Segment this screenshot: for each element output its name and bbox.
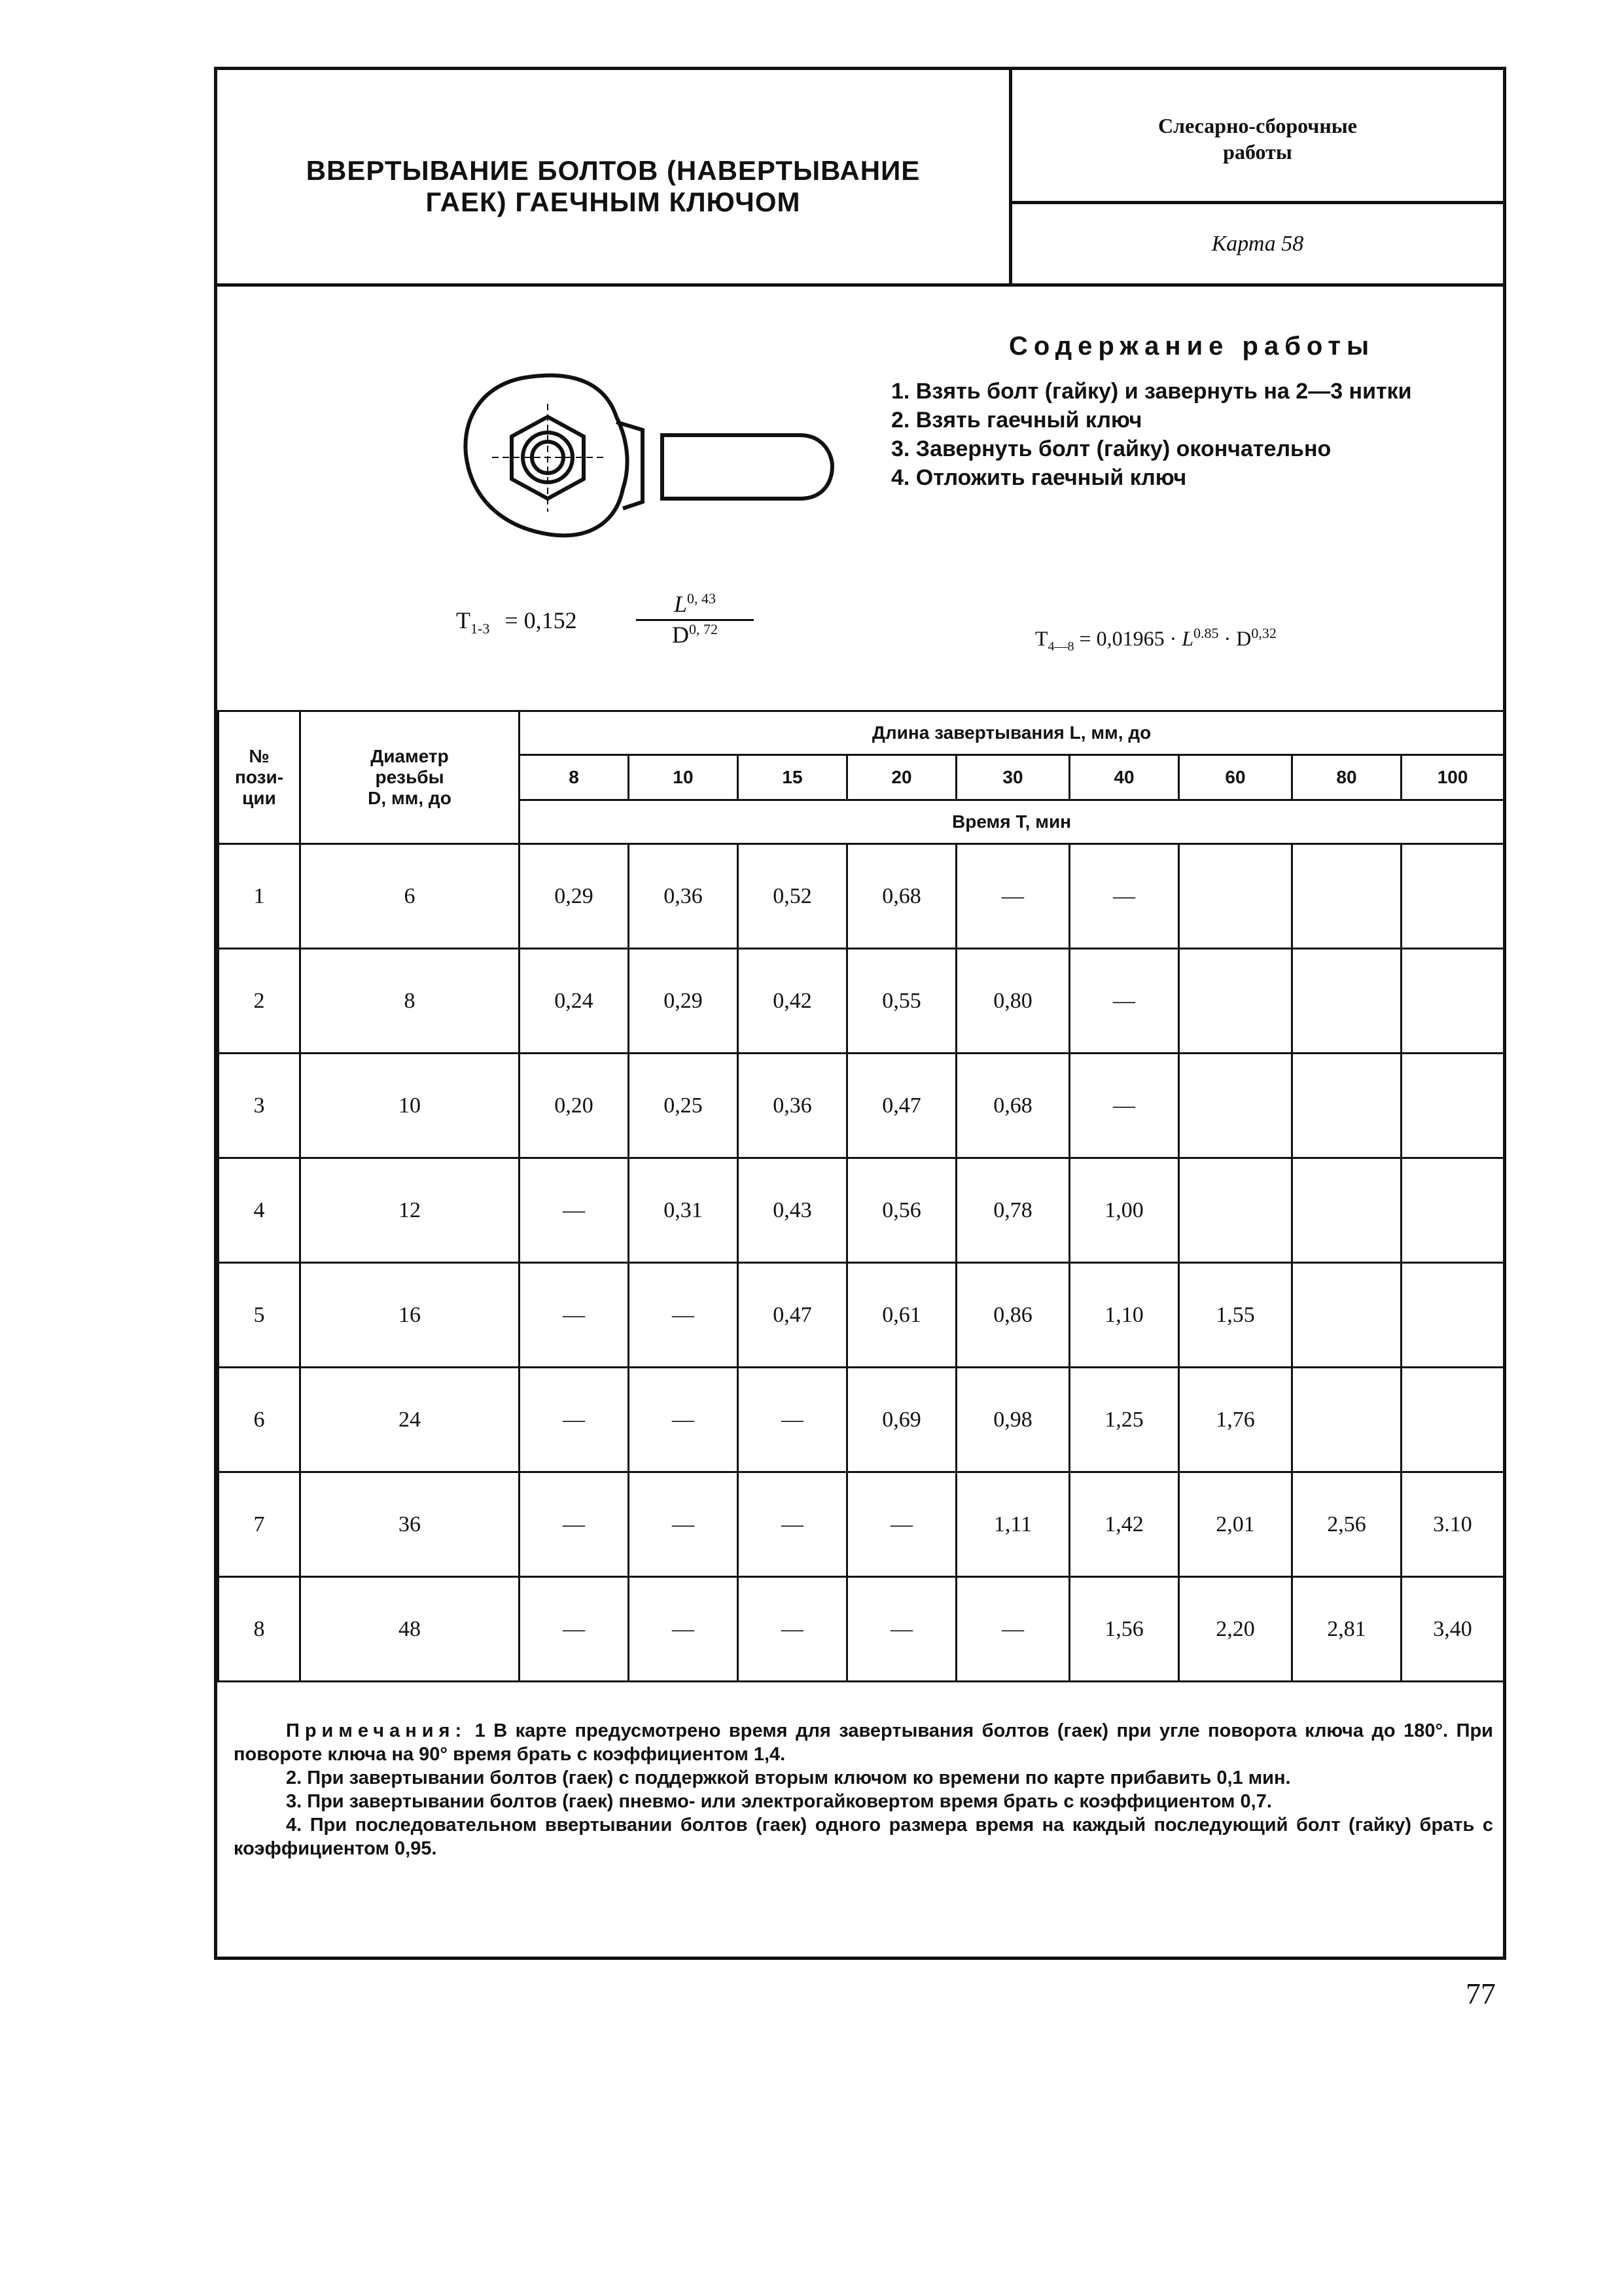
time-cell: — bbox=[629, 1263, 738, 1368]
time-cell bbox=[1179, 949, 1292, 1054]
work-card bbox=[214, 67, 1506, 1960]
time-cell: — bbox=[738, 1472, 847, 1577]
category-cell bbox=[1012, 70, 1503, 204]
time-cell: 0,47 bbox=[738, 1263, 847, 1368]
note-1: 1 В карте предусмотрено время для завертывания болтов (гаек) при угле поворота ключа до 180°. При повороте ключа на 90° время брать с коэффициентом 1,4. bbox=[234, 1720, 1493, 1765]
row-number: 7 bbox=[219, 1472, 300, 1577]
length-40: 40 bbox=[1070, 755, 1179, 800]
row-diameter: 16 bbox=[300, 1263, 520, 1368]
time-cell: 0,68 bbox=[957, 1054, 1070, 1158]
time-cell bbox=[1179, 844, 1292, 949]
time-cell: 1,55 bbox=[1179, 1263, 1292, 1368]
note-3: 3. При завертывании болтов (гаек) пневмо- или электрогайковертом время брать с коэффициентом 0,7. bbox=[286, 1791, 1272, 1812]
note-4: 4. При последовательном ввертывании болтов (гаек) одного размера время на каждый последующий болт (гайку) брать с коэффициентом 0,95. bbox=[234, 1815, 1493, 1859]
step-3: 3. Завернуть болт (гайку) окончательно bbox=[891, 436, 1332, 461]
table-row bbox=[219, 1158, 1504, 1263]
time-cell bbox=[1179, 1158, 1292, 1263]
header-position-number: № пози- ции bbox=[219, 711, 300, 844]
step-4: 4. Отложить гаечный ключ bbox=[891, 465, 1187, 490]
length-15: 15 bbox=[738, 755, 847, 800]
time-cell: 3,40 bbox=[1402, 1577, 1504, 1682]
time-cell: 1,11 bbox=[957, 1472, 1070, 1577]
row-diameter: 10 bbox=[300, 1054, 520, 1158]
row-diameter: 12 bbox=[300, 1158, 520, 1263]
table-row bbox=[219, 949, 1504, 1054]
time-table bbox=[217, 710, 1505, 1682]
time-cell: 0,56 bbox=[847, 1158, 957, 1263]
card-number-cell bbox=[1012, 204, 1503, 287]
table-row bbox=[219, 1263, 1504, 1368]
row-number: 2 bbox=[219, 949, 300, 1054]
table-row bbox=[219, 1054, 1504, 1158]
time-cell: 0,36 bbox=[629, 844, 738, 949]
time-cell: — bbox=[738, 1368, 847, 1472]
table-row bbox=[219, 1368, 1504, 1472]
time-cell: 0,61 bbox=[847, 1263, 957, 1368]
time-cell bbox=[1402, 1263, 1504, 1368]
row-number: 1 bbox=[219, 844, 300, 949]
time-cell: — bbox=[629, 1577, 738, 1682]
length-20: 20 bbox=[847, 755, 957, 800]
time-cell: 0,29 bbox=[629, 949, 738, 1054]
time-cell: 1,00 bbox=[1070, 1158, 1179, 1263]
time-cell: — bbox=[738, 1577, 847, 1682]
row-diameter: 36 bbox=[300, 1472, 520, 1577]
time-cell bbox=[1402, 844, 1504, 949]
formula-t1-3: $T_{1-3} = 0,152$ bbox=[456, 607, 577, 637]
time-cell: — bbox=[847, 1577, 957, 1682]
row-number: 3 bbox=[219, 1054, 300, 1158]
table-row bbox=[219, 1472, 1504, 1577]
time-cell bbox=[1292, 844, 1402, 949]
time-cell: 0,86 bbox=[957, 1263, 1070, 1368]
note-2: 2. При завертывании болтов (гаек) с поддержкой вторым ключом ко времени по карте прибавить 0,1 мин. bbox=[286, 1767, 1291, 1788]
row-number: 6 bbox=[219, 1368, 300, 1472]
time-cell: 0,20 bbox=[520, 1054, 629, 1158]
time-cell bbox=[1292, 1368, 1402, 1472]
time-cell: 0,36 bbox=[738, 1054, 847, 1158]
card-number: Карта 58 bbox=[1211, 231, 1304, 256]
time-cell: 0,47 bbox=[847, 1054, 957, 1158]
time-cell: — bbox=[629, 1472, 738, 1577]
time-cell: — bbox=[847, 1472, 957, 1577]
time-cell: 1,25 bbox=[1070, 1368, 1179, 1472]
time-cell: 0,43 bbox=[738, 1158, 847, 1263]
content-heading: Содержание работы bbox=[1009, 332, 1375, 361]
time-cell bbox=[1402, 1158, 1504, 1263]
time-cell: 0,29 bbox=[520, 844, 629, 949]
time-cell: 2,01 bbox=[1179, 1472, 1292, 1577]
time-cell: — bbox=[629, 1368, 738, 1472]
time-cell: — bbox=[1070, 949, 1179, 1054]
length-8: 8 bbox=[520, 755, 629, 800]
work-category: Слесарно-сборочные работы bbox=[1158, 114, 1357, 164]
time-cell: — bbox=[520, 1263, 629, 1368]
table-row bbox=[219, 844, 1504, 949]
time-cell: 0,52 bbox=[738, 844, 847, 949]
time-cell: — bbox=[520, 1472, 629, 1577]
time-cell: 0,98 bbox=[957, 1368, 1070, 1472]
length-10: 10 bbox=[629, 755, 738, 800]
time-cell: 2,20 bbox=[1179, 1577, 1292, 1682]
time-cell: — bbox=[1070, 844, 1179, 949]
header-screw-length: Длина завертывания L, мм, до bbox=[520, 711, 1504, 755]
row-number: 8 bbox=[219, 1577, 300, 1682]
header-thread-diameter: Диаметр резьбы D, мм, до bbox=[300, 711, 520, 844]
time-cell: 2,56 bbox=[1292, 1472, 1402, 1577]
time-cell: — bbox=[520, 1368, 629, 1472]
row-number: 4 bbox=[219, 1158, 300, 1263]
time-cell: 0,31 bbox=[629, 1158, 738, 1263]
time-cell bbox=[1402, 1368, 1504, 1472]
time-cell: 0,24 bbox=[520, 949, 629, 1054]
step-1: 1. Взять болт (гайку) и завернуть на 2—3 нитки bbox=[891, 379, 1412, 404]
time-cell bbox=[1292, 949, 1402, 1054]
header-time: Время Т, мин bbox=[520, 800, 1504, 844]
time-cell: 0,80 bbox=[957, 949, 1070, 1054]
time-cell: 1,10 bbox=[1070, 1263, 1179, 1368]
time-cell: 0,69 bbox=[847, 1368, 957, 1472]
time-cell: — bbox=[520, 1158, 629, 1263]
time-cell: — bbox=[957, 844, 1070, 949]
length-100: 100 bbox=[1402, 755, 1504, 800]
time-cell bbox=[1292, 1054, 1402, 1158]
card-title: ВВЕРТЫВАНИЕ БОЛТОВ (НАВЕРТЫВАНИЕ ГАЕК) ГАЕЧНЫМ КЛЮЧОМ bbox=[306, 155, 921, 217]
card-title-cell bbox=[217, 70, 1012, 287]
row-diameter: 48 bbox=[300, 1577, 520, 1682]
row-diameter: 24 bbox=[300, 1368, 520, 1472]
length-80: 80 bbox=[1292, 755, 1402, 800]
formula-t1-3-fraction: L$^{0, 43}$ D$^{0, 72}$ bbox=[636, 590, 754, 648]
time-cell: 1,42 bbox=[1070, 1472, 1179, 1577]
row-diameter: 8 bbox=[300, 949, 520, 1054]
time-cell: — bbox=[957, 1577, 1070, 1682]
row-diameter: 6 bbox=[300, 844, 520, 949]
formula-t4-8: $T_{4—8} = 0,01965 \cdot L^{0.85} \cdot D^{0,32}$ bbox=[1035, 625, 1277, 654]
length-60: 60 bbox=[1179, 755, 1292, 800]
time-cell: 0,78 bbox=[957, 1158, 1070, 1263]
time-cell bbox=[1292, 1158, 1402, 1263]
row-number: 5 bbox=[219, 1263, 300, 1368]
step-2: 2. Взять гаечный ключ bbox=[891, 408, 1142, 433]
time-cell: 0,25 bbox=[629, 1054, 738, 1158]
time-cell: 0,42 bbox=[738, 949, 847, 1054]
length-30: 30 bbox=[957, 755, 1070, 800]
time-cell: 3.10 bbox=[1402, 1472, 1504, 1577]
time-cell bbox=[1402, 1054, 1504, 1158]
table-row bbox=[219, 1577, 1504, 1682]
time-cell: 2,81 bbox=[1292, 1577, 1402, 1682]
time-cell: 1,76 bbox=[1179, 1368, 1292, 1472]
time-cell: 0,55 bbox=[847, 949, 957, 1054]
time-cell bbox=[1179, 1054, 1292, 1158]
time-cell: 0,68 bbox=[847, 844, 957, 949]
time-cell: — bbox=[1070, 1054, 1179, 1158]
time-cell bbox=[1292, 1263, 1402, 1368]
work-content bbox=[891, 332, 1480, 492]
time-cell: 1,56 bbox=[1070, 1577, 1179, 1682]
time-cell bbox=[1402, 949, 1504, 1054]
page-number: 77 bbox=[1466, 1977, 1496, 2010]
notes bbox=[234, 1719, 1493, 1860]
time-cell: — bbox=[520, 1577, 629, 1682]
notes-label: Примечания: bbox=[286, 1720, 467, 1741]
